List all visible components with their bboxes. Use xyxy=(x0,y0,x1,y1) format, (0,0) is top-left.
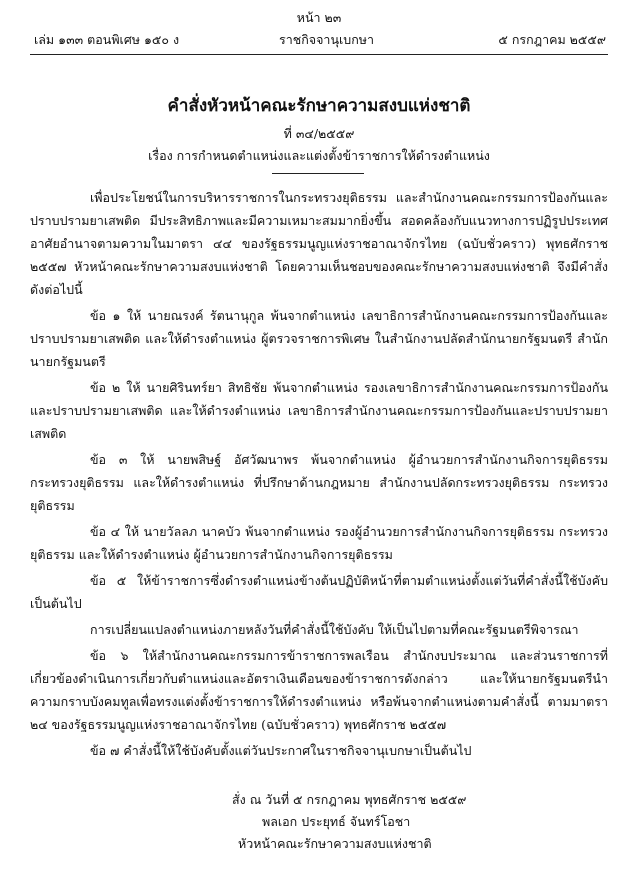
signature-date: สั่ง ณ วันที่ ๕ กรกฎาคม พุทธศักราช ๒๕๕๙ xyxy=(232,792,467,807)
order-number: ที่ ๓๔/๒๕๕๙ xyxy=(283,126,355,141)
document-subject: เรื่อง การกำหนดตำแหน่งและแต่งตั้งข้าราชการให้ดำรงตำแหน่ง xyxy=(148,148,490,163)
signatory-name: พลเอก ประยุทธ์ จันทร์โอชา xyxy=(262,814,411,829)
preamble-paragraph: เพื่อประโยชน์ในการบริหารราชการในกระทรวงยุติธรรม และสำนักงานคณะกรรมการป้องกันและปราบปรามยาเสพติด มีประสิทธิภาพและมีความเหมาะสมมากยิ่งขึ้น สอดคล้องกับแนวทางการปฏิรูปประเทศ อาศัยอำนาจตามความในมาตรา ๔๔ ของรัฐธรรมนูญแห่งราชอาณาจักรไทย (ฉบับชั่วคราว) พุทธศักราช ๒๕๕๗ หัวหน้าคณะรักษาความสงบแห่งชาติ โดยความเห็นชอบของคณะรักษาความสงบแห่งชาติ จึงมีคำสั่ง ดังต่อไปนี้ xyxy=(30,190,608,297)
page-number: หน้า ๒๓ xyxy=(296,10,342,25)
volume-issue: เล่ม ๑๓๓ ตอนพิเศษ ๑๕๐ ง xyxy=(34,32,180,47)
document-title: คำสั่งหัวหน้าคณะรักษาความสงบแห่งชาติ xyxy=(167,96,471,116)
gazette-header xyxy=(34,30,606,48)
clause-5: ข้อ ๕ ให้ข้าราชการซึ่งดำรงตำแหน่งข้างต้นปฏิบัติหน้าที่ตามตำแหน่งตั้งแต่วันที่คำสั่งนี้ใช้บังคับเป็นต้นไป xyxy=(30,573,608,611)
header-divider xyxy=(30,54,608,55)
title-divider xyxy=(272,173,364,174)
clause-7: ข้อ ๗ คำสั่งนี้ให้ใช้บังคับตั้งแต่วันประกาศในราชกิจจานุเบกษาเป็นต้นไป xyxy=(90,743,472,758)
clause-5-note: การเปลี่ยนแปลงตำแหน่งภายหลังวันที่คำสั่งนี้ใช้บังคับ ให้เป็นไปตามที่คณะรัฐมนตรีพิจารณา xyxy=(90,622,579,637)
clause-3: ข้อ ๓ ให้ นายพสิษฐ์ อัศวัฒนาพร พ้นจากตำแหน่ง ผู้อำนวยการสำนักงานกิจการยุติธรรม กระทรวงยุติธรรม และให้ดำรงตำแหน่ง ที่ปรึกษาด้านกฎหมาย สำนักงานปลัดกระทรวงยุติธรรม กระทรวงยุติธรรม xyxy=(30,452,608,513)
signatory-position: หัวหน้าคณะรักษาความสงบแห่งชาติ xyxy=(238,836,432,851)
publication-date: ๕ กรกฎาคม ๒๕๕๙ xyxy=(498,32,606,47)
clause-1: ข้อ ๑ ให้ นายณรงค์ รัตนานุกูล พ้นจากตำแหน่ง เลขาธิการสำนักงานคณะกรรมการป้องกันและปราบปรามยาเสพติด และให้ดำรงตำแหน่ง ผู้ตรวจราชการพิเศษ ในสำนักงานปลัดสำนักนายกรัฐมนตรี สำนักนายกรัฐมนตรี xyxy=(30,308,608,369)
document-body xyxy=(30,186,608,765)
clause-6: ข้อ ๖ ให้สำนักงานคณะกรรมการข้าราชการพลเรือน สำนักงบประมาณ และส่วนราชการที่เกี่ยวข้องดำเนินการเกี่ยวกับตำแหน่งและอัตราเงินเดือนของข้าราชการดังกล่าว และให้นายกรัฐมนตรีนำความกราบบังคมทูลเพื่อทรงแต่งตั้งข้าราชการให้ดำรงตำแหน่ง หรือพ้นจากตำแหน่งตามคำสั่งนี้ ตามมาตรา ๒๔ ของรัฐธรรมนูญแห่งราชอาณาจักรไทย (ฉบับชั่วคราว) พุทธศักราช ๒๕๕๗ xyxy=(30,648,608,732)
clause-4: ข้อ ๔ ให้ นายวัลลภ นาคบัว พ้นจากตำแหน่ง รองผู้อำนวยการสำนักงานกิจการยุติธรรม กระทรวงยุติธรรม และให้ดำรงตำแหน่ง ผู้อำนวยการสำนักงานกิจการยุติธรรม xyxy=(30,524,608,562)
clause-2: ข้อ ๒ ให้ นายศิรินทร์ยา สิทธิชัย พ้นจากตำแหน่ง รองเลขาธิการสำนักงานคณะกรรมการป้องกันและปราบปรามยาเสพติด และให้ดำรงตำแหน่ง เลขาธิการสำนักงานคณะกรรมการป้องกันและปราบปรามยาเสพติด xyxy=(30,380,608,441)
publication-name: ราชกิจจานุเบกษา xyxy=(279,32,375,47)
